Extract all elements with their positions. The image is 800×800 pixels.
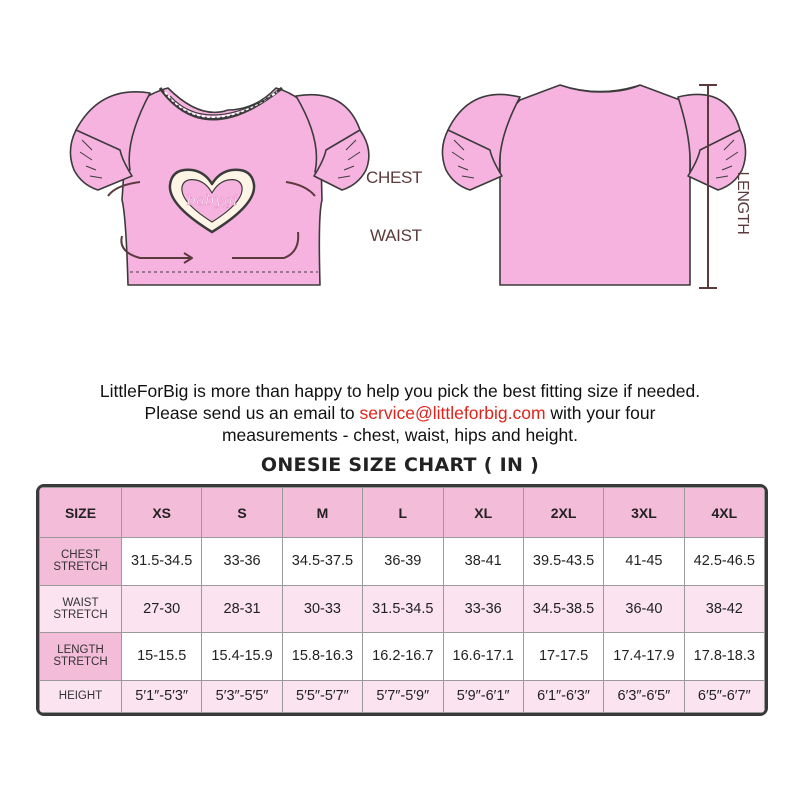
table-cell: 16.2-16.7 [363, 633, 443, 681]
table-cell: 5′9″-6′1″ [443, 680, 523, 712]
size-header-cell: 2XL [523, 488, 603, 538]
table-cell: 33-36 [202, 538, 282, 586]
table-cell: 15.4-15.9 [202, 633, 282, 681]
size-header-cell: S [202, 488, 282, 538]
table-cell: 15-15.5 [122, 633, 202, 681]
table-cell: 5′5″-5′7″ [282, 680, 362, 712]
table-cell: 17.8-18.3 [684, 633, 764, 681]
size-header-cell: L [363, 488, 443, 538]
table-row-length [40, 633, 765, 681]
note-line-2-suffix: with your four [545, 403, 656, 423]
table-cell: 38-41 [443, 538, 523, 586]
table-cell: 36-40 [604, 585, 684, 633]
table-cell: 41-45 [604, 538, 684, 586]
chart-title: ONESIE SIZE CHART ( IN ) [260, 454, 540, 476]
row-label-waist: WAIST STRETCH [40, 585, 122, 633]
note-line-2-prefix: Please send us an email to [144, 403, 360, 423]
size-header-cell: 4XL [684, 488, 764, 538]
size-header-cell: 3XL [604, 488, 684, 538]
front-shirt-illustration [70, 88, 368, 285]
table-row-height [40, 680, 765, 712]
length-label: LENGTH [734, 171, 751, 235]
table-cell: 15.8-16.3 [282, 633, 362, 681]
help-note [40, 380, 760, 446]
size-header-row [40, 488, 765, 538]
table-row-chest [40, 538, 765, 586]
table-cell: 36-39 [363, 538, 443, 586]
row-label-chest: CHEST STRETCH [40, 538, 122, 586]
table-row-waist [40, 585, 765, 633]
table-cell: 34.5-38.5 [523, 585, 603, 633]
table-cell: 27-30 [122, 585, 202, 633]
table-cell: 34.5-37.5 [282, 538, 362, 586]
logo-text: babygi [186, 191, 238, 209]
table-cell: 5′3″-5′5″ [202, 680, 282, 712]
size-header-cell: M [282, 488, 362, 538]
size-header-cell: XS [122, 488, 202, 538]
table-cell: 5′7″-5′9″ [363, 680, 443, 712]
table-cell: 28-31 [202, 585, 282, 633]
note-line-2 [40, 402, 760, 424]
table-cell: 5′1″-5′3″ [122, 680, 202, 712]
size-chart-table [36, 484, 768, 716]
chest-label: CHEST [366, 168, 423, 187]
table-cell: 39.5-43.5 [523, 538, 603, 586]
table-cell: 30-33 [282, 585, 362, 633]
size-header-label: SIZE [40, 488, 122, 538]
row-label-length: LENGTH STRETCH [40, 633, 122, 681]
table-cell: 6′3″-6′5″ [604, 680, 684, 712]
note-line-3: measurements - chest, waist, hips and height. [221, 425, 578, 445]
table-cell: 31.5-34.5 [122, 538, 202, 586]
table-cell: 17.4-17.9 [604, 633, 684, 681]
table-cell: 6′5″-6′7″ [684, 680, 764, 712]
waist-label: WAIST [370, 226, 422, 245]
table-cell: 38-42 [684, 585, 764, 633]
table-cell: 33-36 [443, 585, 523, 633]
email-link[interactable]: service@littleforbig.com [359, 403, 546, 423]
table-cell: 31.5-34.5 [363, 585, 443, 633]
row-label-height: HEIGHT [40, 680, 122, 712]
table-cell: 17-17.5 [523, 633, 603, 681]
note-line-1: LittleForBig is more than happy to help you pick the best fitting size if needed. [99, 381, 701, 401]
back-shirt-illustration [442, 85, 745, 285]
size-header-cell: XL [443, 488, 523, 538]
table-cell: 6′1″-6′3″ [523, 680, 603, 712]
table-cell: 42.5-46.5 [684, 538, 764, 586]
table-cell: 16.6-17.1 [443, 633, 523, 681]
